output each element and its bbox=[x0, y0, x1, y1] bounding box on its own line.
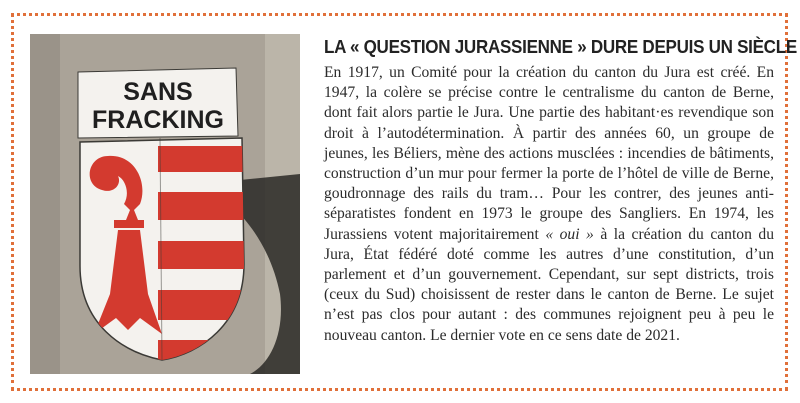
body-part-2: à la création du canton du Jura, État fédéré doté comme les autres d’une constitution, d’un parlement et d’un gouvernement. Cependant, sur sept districts, trois (ceux du Sud) choisissent de rester dans le canton de Berne. Le sujet n’est pas clos pour autant : des communes rejoignent peu à peu le nouveau canton. Le dernier vote en ce sens date de 2021. bbox=[324, 225, 774, 344]
sign-illustration bbox=[30, 34, 300, 374]
body-part-1: En 1917, un Comité pour la création du canton du Jura est créé. En 1947, la colère se précise contre le centralisme du canton de Berne, dont fait alors partie le Jura. Une partie des habitant·es revendique son droit à l’autodétermination. À partir des années 60, un groupe de jeunes, les Béliers, mène des actions musclées : incendies de bâtiments, construction d’un mur pour fermer la porte de l’hôtel de ville de Berne, goudronnage des rails du tram… Pour les contrer, des jeunes anti-séparatistes fondent en 1973 le groupe des Sangliers. En 1974, les Jurassiens votent majoritairement bbox=[324, 64, 774, 243]
article-body bbox=[324, 63, 774, 346]
sign-text-line1: SANS bbox=[123, 78, 193, 106]
photo-sans-fracking-sign bbox=[30, 34, 300, 374]
article-title: LA « QUESTION JURASSIENNE » DURE DEPUIS UN SIÈCLE bbox=[324, 36, 797, 57]
sign-text-line2: FRACKING bbox=[92, 106, 224, 134]
body-oui: « oui » bbox=[545, 225, 594, 243]
